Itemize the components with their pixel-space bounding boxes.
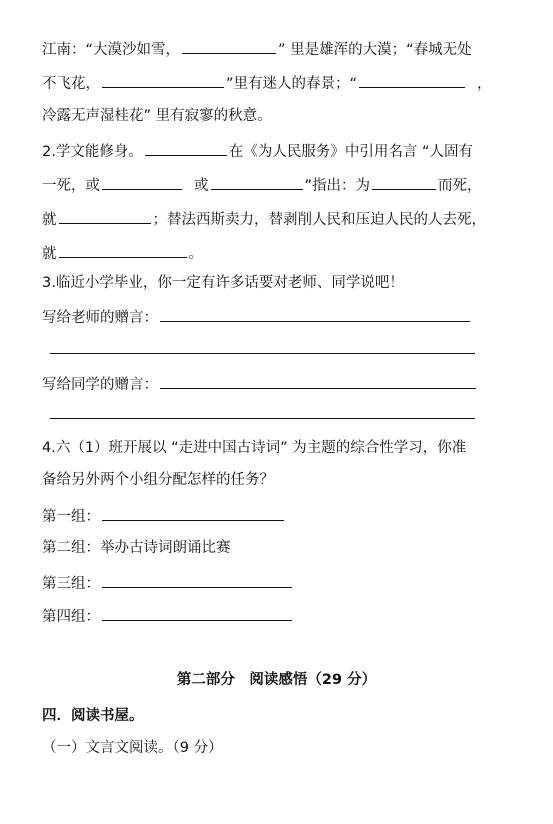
q4-prompt: 4.六（1）班开展以 “走进中国古诗词” 为主题的综合性学习，你准 (42, 440, 467, 456)
q1-text: 江南：“大漠沙如雪， (42, 42, 181, 58)
group-label: 第一组： (42, 509, 100, 525)
q2-line-3 (42, 208, 486, 228)
classmate-message-blank[interactable] (160, 373, 476, 389)
q2-text: 在《为人民服务》中引用名言 “人固有 (228, 144, 473, 160)
group-label: 第三组： (42, 576, 100, 592)
q4-group-1 (42, 505, 286, 525)
q1-line-1 (42, 38, 472, 58)
q3-prompt: 3.临近小学毕业，你一定有许多话要对老师、同学说吧！ (42, 275, 404, 291)
teacher-message-blank-2[interactable] (50, 353, 475, 354)
subsection-heading: （一）文言文阅读。（9 分） (42, 740, 223, 756)
part-2-title: 第二部分 阅读感悟（29 分） (176, 672, 377, 688)
group-4-blank[interactable] (102, 605, 292, 621)
q1-text: 冷露无声湿桂花” 里有寂寥的秋意。 (42, 108, 272, 124)
q4-line-2 (42, 470, 274, 490)
q2-text: 。 (188, 246, 203, 262)
answer-blank[interactable] (211, 174, 303, 190)
q3-classmate-line (42, 373, 478, 393)
answer-blank[interactable] (102, 72, 224, 88)
answer-blank[interactable] (182, 38, 276, 54)
answer-blank[interactable] (59, 242, 187, 258)
group-label: 第四组： (42, 609, 100, 625)
answer-blank[interactable] (372, 174, 436, 190)
q2-text: 一死，或 (42, 178, 100, 194)
classmate-message-label: 写给同学的赠言： (42, 377, 158, 393)
q2-text: 或 (194, 178, 209, 194)
answer-blank[interactable] (145, 140, 227, 156)
answer-blank[interactable] (102, 174, 182, 190)
q1-text: ， (477, 76, 492, 92)
q3-teacher-line (42, 306, 472, 326)
classmate-message-blank-2[interactable] (50, 418, 475, 419)
q2-text: ；替法西斯卖力，替剥削人民和压迫人民的人去死， (152, 212, 486, 228)
group-3-blank[interactable] (102, 572, 292, 588)
q2-text: 而死， (438, 178, 482, 194)
q2-text: 2.学文能修身。 (42, 144, 143, 160)
answer-blank[interactable] (59, 208, 151, 224)
q2-line-2 (42, 174, 482, 194)
q4-line-1 (42, 438, 466, 458)
teacher-message-blank[interactable] (160, 306, 470, 322)
q4-prompt: 备给另外两个小组分配怎样的任务？ (42, 472, 274, 488)
q1-text: ”里有迷人的春景；“ (226, 76, 358, 92)
q4-group-3 (42, 572, 294, 592)
q2-text: 就 (42, 246, 57, 262)
q1-text: ” 里是雄浑的大漠；“春城无处 (278, 42, 472, 58)
teacher-message-label: 写给老师的赠言： (42, 310, 158, 326)
group-1-blank[interactable] (102, 505, 284, 521)
group-label: 第二组：举办古诗词朗诵比赛 (42, 540, 231, 556)
section-4-heading: 四．阅读书屋。 (42, 708, 144, 724)
q2-text: 就 (42, 212, 57, 228)
q2-text: ”指出：为 (304, 178, 371, 194)
q1-line-2 (42, 72, 492, 92)
q1-line-3 (42, 106, 272, 126)
answer-blank[interactable] (359, 72, 465, 88)
q1-text: 不飞花， (42, 76, 100, 92)
q4-group-2 (42, 538, 231, 558)
q2-line-4 (42, 242, 203, 262)
q2-line-1 (42, 140, 473, 160)
q4-group-4 (42, 605, 294, 625)
q3-line-1 (42, 273, 404, 293)
